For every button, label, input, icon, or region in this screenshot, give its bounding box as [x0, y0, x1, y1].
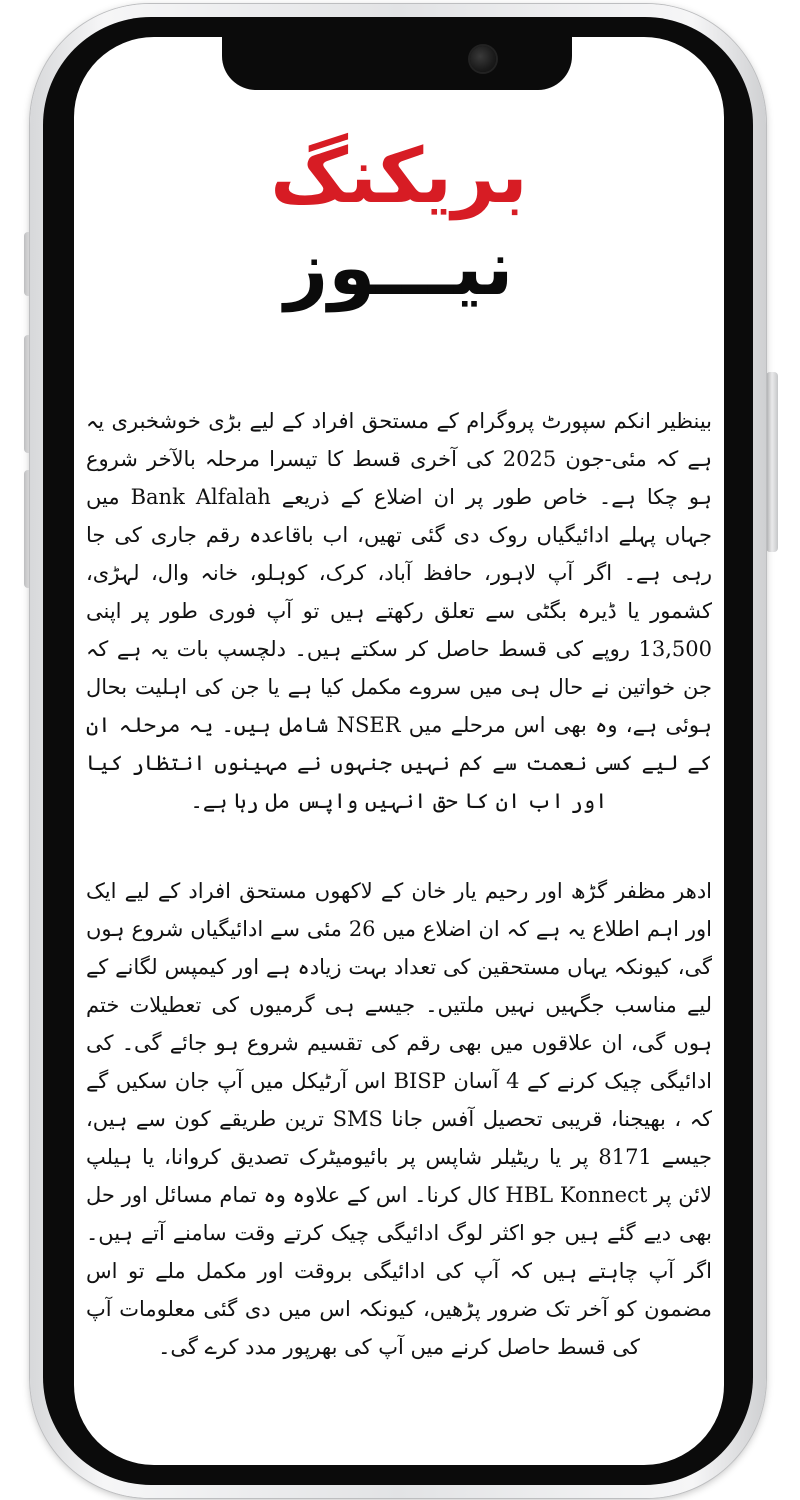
- headline-news: نیـــوز: [284, 223, 514, 312]
- article-paragraph: بینظیر انکم سپورٹ پروگرام کے مستحق افراد کے لیے بڑی خوشخبری یہ ہے کہ مئی-جون 2025 کی آخری قسط کا تیسرا مرحلہ بالآخر شروع ہو چکا ہے۔ خاص طور پر ان اضلاع کے ذریعے Bank Alfalah میں جہاں پہلے ادائیگیاں روک دی گئی تھیں، اب باقاعدہ رقم جاری کی جا رہی ہے۔ اگر آپ لاہور، حافظ آباد، کرک، کوہلو، خانہ وال، لہڑی، کشمور یا ڈیرہ بگٹی سے تعلق رکھتے ہیں تو آپ فوری طور پر اپنی 13,500 روپے کی قسط حاصل کر سکتے ہیں۔ دلچسپ بات یہ ہے کہ جن خواتین نے حال ہی میں سروے مکمل کیا ہے یا جن کی اہلیت بحال ہوئی ہے، وہ بھی اس مرحلے میں NSER شامل ہیں۔ یہ مرحلہ ان کے لیے کسی نعمت سے کم نہیں جنہوں نے مہینوں انتظار کیا اور اب ان کا حق انہیں واپس مل رہا ہے۔: [86, 409, 712, 813]
- headline: [74, 130, 724, 314]
- phone-notch: [222, 30, 572, 90]
- headline-breaking: بریکنگ: [270, 131, 528, 220]
- article-paragraph: ادھر مظفر گڑھ اور رحیم یار خان کے لاکھوں مستحق افراد کے لیے ایک اور اہم اطلاع یہ ہے کہ ان اضلاع میں 26 مئی سے ادائیگیاں شروع ہوں گی، کیونکہ یہاں مستحقین کی تعداد بہت زیادہ ہے اور کیمپس لگانے کے لیے مناسب جگہیں نہیں ملتیں۔ جیسے ہی گرمیوں کی تعطیلات ختم ہوں گی، ان علاقوں میں بھی رقم کی تقسیم شروع ہو جائے گی۔ کی ادائیگی چیک کرنے کے 4 آسان BISP اس آرٹیکل میں آپ جان سکیں گے کہ ، بھیجنا، قریبی تحصیل آفس جانا SMS ترین طریقے کون سے ہیں، جیسے 8171 پر یا ریٹیلر شاپس پر بائیومیٹرک تصدیق کروانا، یا ہیلپ لائن پر HBL Konnect کال کرنا۔ اس کے علاوہ وہ تمام مسائل اور حل بھی دیے گئے ہیں جو اکثر لوگ ادائیگی چیک کرتے وقت سامنے آتے ہیں۔ اگر آپ چاہتے ہیں کہ آپ کی ادائیگی بروقت اور مکمل ملے تو اس مضمون کو آخر تک ضرور پڑھیں، کیونکہ اس میں دی گئی معلومات آپ کی قسط حاصل کرنے میں آپ کی بھرپور مدد کرے گی۔: [86, 879, 713, 1359]
- power-button: [766, 372, 778, 552]
- article-body: [86, 402, 712, 1442]
- front-camera-icon: [470, 46, 496, 72]
